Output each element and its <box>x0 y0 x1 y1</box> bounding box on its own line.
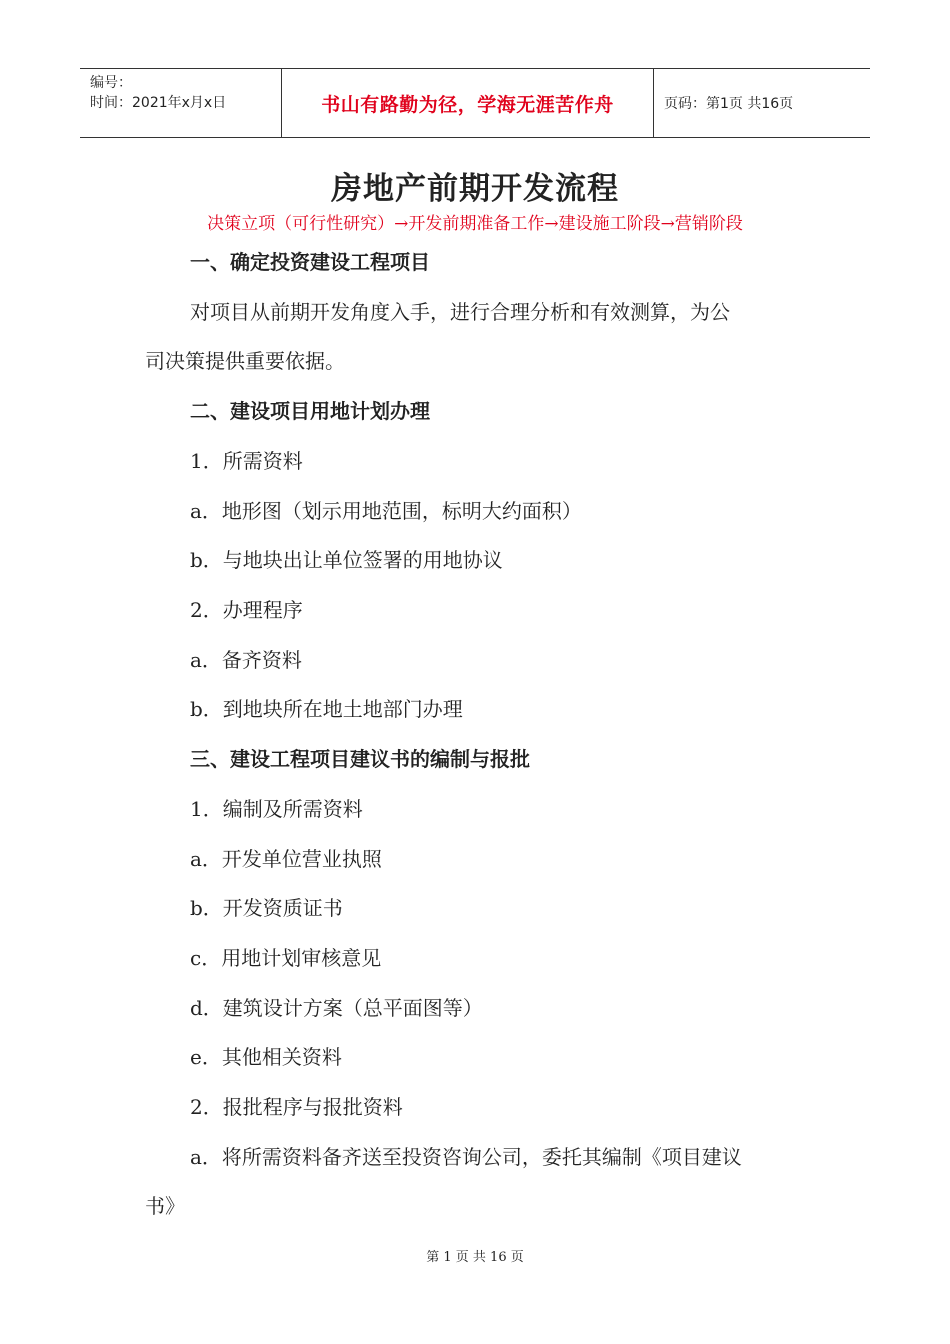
list-item-continuation: 书》 <box>145 1194 185 1218</box>
document-header <box>80 68 870 138</box>
list-item: d．建筑设计方案（总平面图等） <box>190 996 483 1020</box>
list-item: 2．办理程序 <box>190 598 303 622</box>
list-item: 1．所需资料 <box>190 449 303 473</box>
section-heading: 二、建设项目用地计划办理 <box>190 399 430 423</box>
header-meta <box>80 69 281 137</box>
page-footer: 第 1 页 共 16 页 <box>426 1250 524 1265</box>
header-motto-cell <box>281 69 654 137</box>
list-item: b．与地块出让单位签署的用地协议 <box>190 548 503 572</box>
document-subtitle: 决策立项（可行性研究）→开发前期准备工作→建设施工阶段→营销阶段 <box>207 214 743 234</box>
list-item: a．备齐资料 <box>190 648 302 672</box>
paragraph-line: 司决策提供重要依据。 <box>145 349 345 373</box>
list-item: a．将所需资料备齐送至投资咨询公司，委托其编制《项目建议 <box>190 1145 742 1169</box>
document-title: 房地产前期开发流程 <box>331 171 619 207</box>
list-item: a．地形图（划示用地范围，标明大约面积） <box>190 499 582 523</box>
list-item: c．用地计划审核意见 <box>190 946 382 970</box>
page-label: 页码：第1页 共16页 <box>664 96 794 112</box>
date-label: 时间：2021年x月x日 <box>90 95 227 111</box>
list-item: e．其他相关资料 <box>190 1045 342 1069</box>
section-heading: 一、确定投资建设工程项目 <box>190 250 430 274</box>
paragraph-line: 对项目从前期开发角度入手，进行合理分析和有效测算，为公 <box>190 300 730 324</box>
list-item: 2．报批程序与报批资料 <box>190 1095 403 1119</box>
list-item: a．开发单位营业执照 <box>190 847 382 871</box>
motto: 书山有路勤为径，学海无涯苦作舟 <box>321 93 614 116</box>
section-heading: 三、建设工程项目建议书的编制与报批 <box>190 747 530 771</box>
list-item: 1．编制及所需资料 <box>190 797 363 821</box>
header-page-cell <box>654 69 870 137</box>
number-label: 编号： <box>90 75 132 91</box>
list-item: b．开发资质证书 <box>190 896 343 920</box>
list-item: b．到地块所在地土地部门办理 <box>190 697 463 721</box>
